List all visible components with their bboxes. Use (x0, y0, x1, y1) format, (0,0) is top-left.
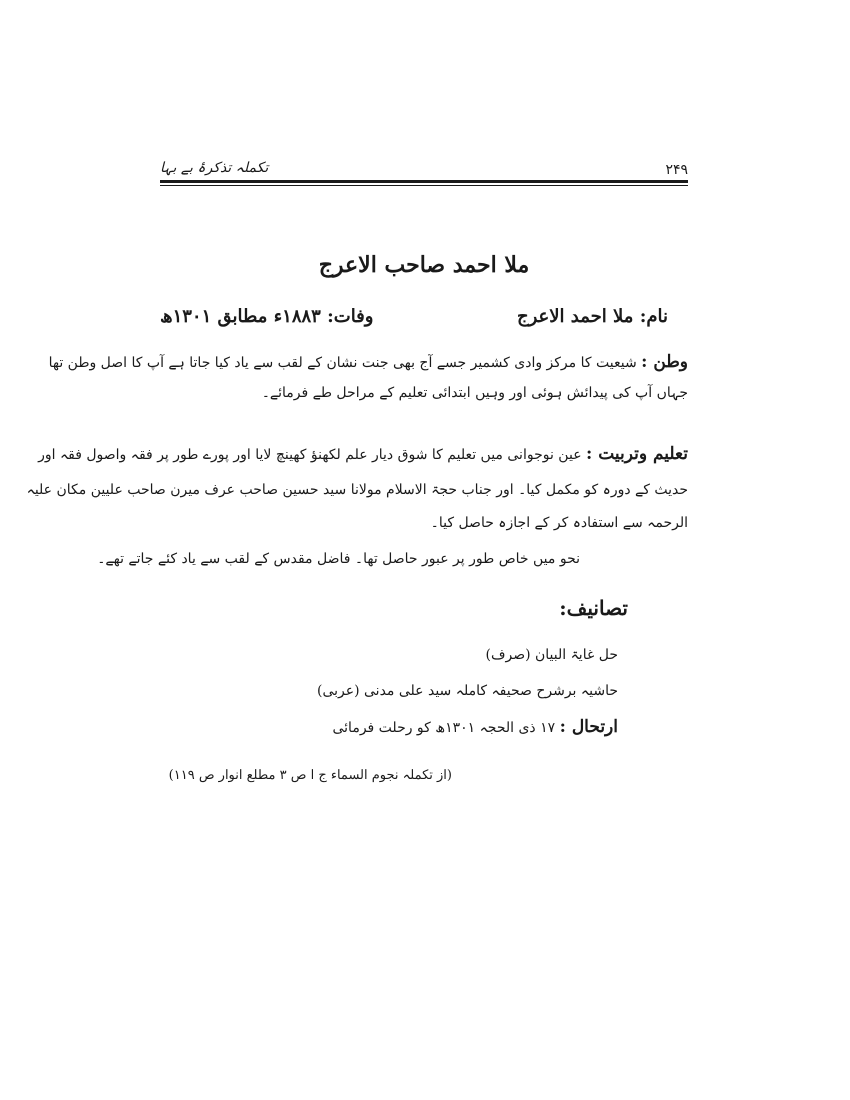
header-rule-thick (160, 180, 688, 183)
reference-citation: (از تکملہ نجوم السماء ج ا ص ۳ مطلع انوار ص ۱۱۹) (168, 768, 452, 783)
taleem-text-1: عین نوجوانی میں تعلیم کا شوق دیار علم لکھنؤ کھینچ لایا اور پورے طور پر فقہ واصول فقہ اور (38, 447, 582, 463)
watan-line-1 (49, 352, 688, 373)
watan-lead: وطن : (641, 352, 688, 372)
running-title: تکملہ تذکرۂ بے بہا (160, 160, 269, 176)
taleem-line-1 (38, 444, 688, 465)
taleem-line-2: حدیث کے دورہ کو مکمل کیا۔ اور جناب حجۃ الاسلام مولانا سید حسین صاحب عرف میرن صاحب علیین مکان علیہ (26, 482, 688, 498)
tasaneef-heading: تصانیف: (559, 596, 628, 620)
watan-text-1: شیعیت کا مرکز وادی کشمیر جسے آج بھی جنت نشان کے لقب سے یاد کیا جاتا ہے آپ کا اصل وطن تھا (48, 355, 637, 371)
page-number: ۲۴۹ (665, 162, 688, 178)
taleem-line-3: الرحمہ سے استفادہ کر کے اجازہ حاصل کیا۔ (430, 515, 688, 531)
taleem-lead: تعلیم وتربیت : (586, 444, 688, 464)
irtihal-line (332, 717, 618, 738)
death-field: وفات: ۱۸۸۳ء مطابق ۱۳۰۱ھ (160, 306, 374, 327)
irtihal-lead: ارتحال : (559, 717, 618, 737)
taleem-line-4: نحو میں خاص طور پر عبور حاصل تھا۔ فاضل مقدس کے لقب سے یاد کئے جاتے تھے۔ (97, 551, 580, 567)
watan-line-2: جہاں آپ کی پیدائش ہوئی اور وہیں ابتدائی تعلیم کے مراحل طے فرمائے۔ (261, 385, 688, 401)
tasaneef-item-1: حل غایۃ البیان (صرف) (485, 647, 618, 663)
page-title: ملا احمد صاحب الاعرج (318, 252, 530, 278)
name-field: نام: ملا احمد الاعرج (516, 306, 668, 327)
name-death-line (160, 306, 688, 336)
irtihal-text: ۱۷ ذی الحجہ ۱۳۰۱ھ کو رحلت فرمائی (332, 720, 556, 736)
tasaneef-item-2: حاشیہ برشرح صحیفہ کاملہ سید علی مدنی (عربی) (317, 683, 618, 699)
header-rule-thin (160, 185, 688, 186)
